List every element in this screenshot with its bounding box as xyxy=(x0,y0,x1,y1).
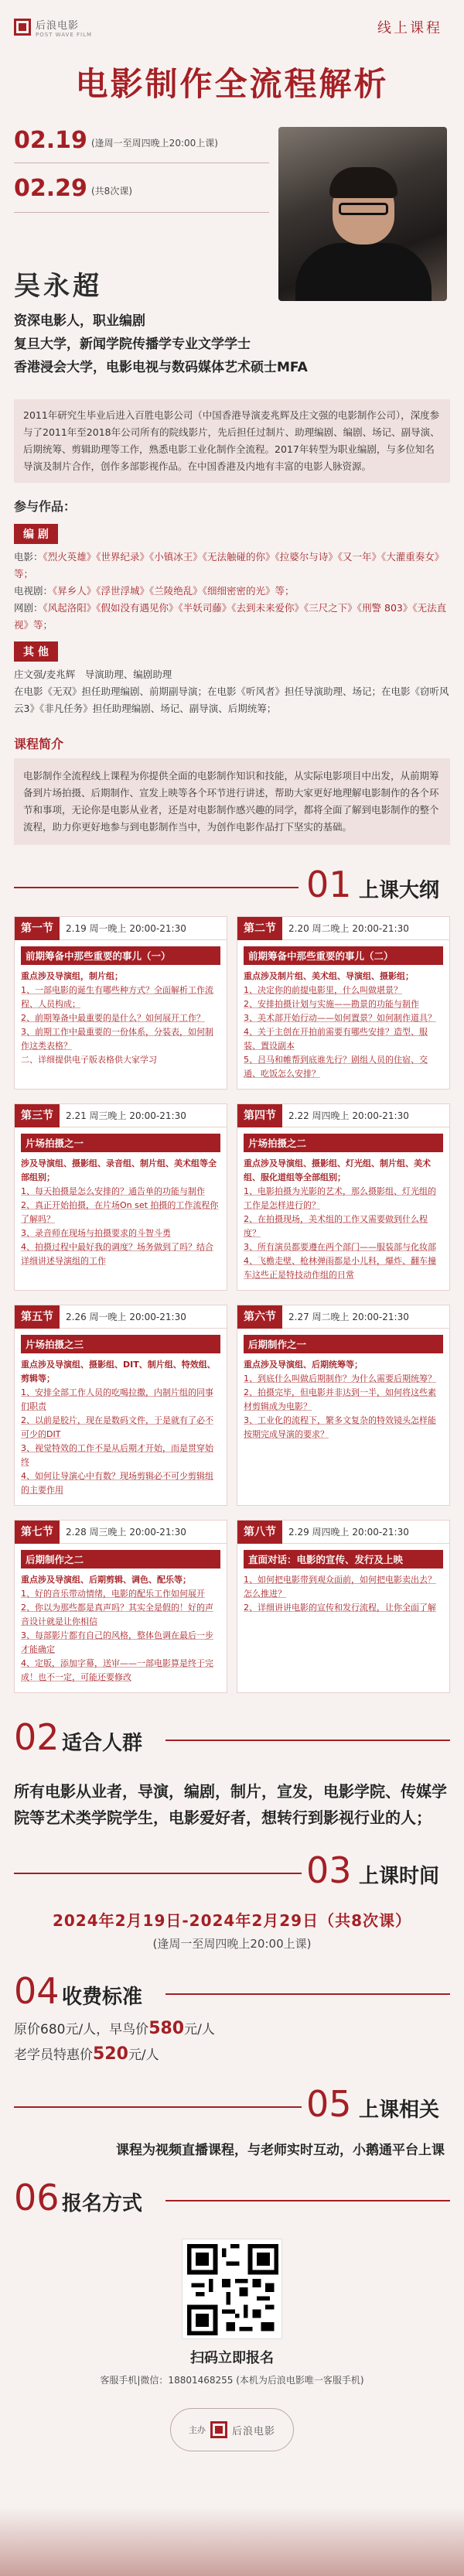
early-bird-price: 580 xyxy=(148,2019,185,2038)
divider xyxy=(165,1993,450,1995)
works-line: 电视剧：《昇乡人》《浮世浮城》《兰陵绝乱》《细细密密的光》等； xyxy=(14,585,295,597)
role-line: 香港浸会大学，电影电视与数码媒体艺术硕士MFA xyxy=(14,360,308,375)
end-date-note: (共8次课) xyxy=(91,186,132,197)
lesson-item: 1、好的音乐带动情绪，电影的配乐工作如何展开 xyxy=(21,1589,205,1599)
lesson-topic: 片场拍摄之一 xyxy=(21,1134,220,1152)
signup-qr-code[interactable] xyxy=(182,2239,282,2339)
lesson-grid xyxy=(14,916,450,1693)
lesson-body xyxy=(237,968,449,1089)
intro-title: 课程简介 xyxy=(14,737,64,751)
logo-text: 后浪电影 xyxy=(231,2425,275,2437)
divider xyxy=(14,887,299,888)
lesson-focus: 重点涉及导演组、摄影组、灯光组、制片组、美术组、服化道组等全部组别； xyxy=(244,1158,431,1182)
lesson-item: 1、一部电影的诞生有哪些种方式？全面解析工作流程、人员构成； xyxy=(21,985,213,1009)
lesson-focus: 重点涉及导演组，制片组； xyxy=(21,971,123,981)
lesson-number: 第一节 xyxy=(15,917,60,940)
lesson-card xyxy=(237,1103,450,1291)
divider xyxy=(14,2106,302,2108)
lesson-number: 第二节 xyxy=(237,917,282,940)
course-dates: 2024年2月19日-2024年2月29日（共8次课） xyxy=(52,1911,412,1930)
section-audience-header xyxy=(14,1716,450,1763)
lesson-focus: 重点涉及制片组、美术组、导演组、摄影组； xyxy=(244,971,414,981)
divider xyxy=(14,212,269,213)
section-number: 04 xyxy=(14,1970,60,2012)
lesson-focus: 重点涉及导演组、摄影组、DIT、制片组、特效组、剪辑等； xyxy=(21,1360,216,1384)
works-line: 电影：《烈火英雄》《世界纪录》《小镇冰王》《无法触碰的你》《拉婆尔与诗》《又一年》《大灌重奏女》等； xyxy=(14,551,445,580)
lesson-item: 4、飞檐走壁、枪林弹雨都是小儿科，爆炸、翻车撞车这些正是特技动作组的日常 xyxy=(244,1256,436,1280)
lesson-card xyxy=(237,916,450,1090)
customer-service-contact: 客服手机|微信：18801468255 (本机为后浪电影唯一客服手机) xyxy=(100,2375,364,2386)
lesson-time: 2.20 周二晚上 20:00-21:30 xyxy=(288,923,409,934)
signup-block xyxy=(0,2239,464,2451)
lesson-time: 2.29 周四晚上 20:00-21:30 xyxy=(288,1527,409,1538)
section-related-header xyxy=(14,2083,450,2130)
lesson-item: 2、安排拍摄计划与实施——勘景的功能与制作 xyxy=(244,999,419,1009)
brand-logo xyxy=(14,17,92,38)
divider xyxy=(165,2200,450,2201)
lesson-item: 4、定版，添加字幕，送审——一部电影算是终于完成！也不一定，可能还要修改 xyxy=(21,1658,213,1682)
works-title: 参与作品： xyxy=(14,499,77,514)
lesson-body xyxy=(15,1572,227,1692)
lesson-header xyxy=(237,917,449,940)
lesson-item: 2、以前是胶片，现在是数码文件，于是就有了必不可少的DIT xyxy=(21,1415,213,1439)
lesson-header xyxy=(15,1104,227,1127)
page-title: 电影制作全流程解析 xyxy=(75,65,389,103)
lesson-topic: 片场拍摄之三 xyxy=(21,1335,220,1353)
lesson-header xyxy=(237,1305,449,1329)
section-number: 06 xyxy=(14,2177,60,2219)
logo-text: 后浪电影 xyxy=(36,19,80,32)
section-title: 适合人群 xyxy=(62,1732,143,1755)
role-line: 复旦大学，新闻学院传播学专业文学学士 xyxy=(14,337,251,352)
lesson-item: 4、拍摄过程中最好我的调度？场务做到了吗？结合详细讲述导演组的工作 xyxy=(21,1242,213,1266)
lesson-topic: 后期制作之二 xyxy=(21,1550,220,1569)
lesson-item: 2、前期筹备中最重要的是什么？如何展开工作？ xyxy=(21,1013,205,1023)
lesson-time: 2.27 周二晚上 20:00-21:30 xyxy=(288,1312,409,1322)
audience-text: 所有电影从业者，导演，编剧，制片，宣发，电影学院、传媒学院等艺术类学院学生，电影爱好者，想转行到影视行业的人； xyxy=(14,1782,447,1827)
lesson-item: 1、到底什么叫做后期制作？为什么需要后期统筹？ xyxy=(244,1374,436,1384)
lesson-card xyxy=(14,1305,227,1506)
other-text: 在电影《无双》担任助理编剧、前期副导演；在电影《听风者》担任导演助理、场记；在电影《窃听风云3》《非凡任务》担任助理编剧、场记、副导演、后期统筹； xyxy=(14,686,449,714)
lesson-item: 3、每部影片都有自己的风格，整体色调在最后一步才能确定 xyxy=(21,1630,213,1654)
lesson-focus: 涉及导演组、摄影组、录音组、制片组、美术组等全部组别； xyxy=(21,1158,217,1182)
lesson-item: 3、美术部开始行动——如何置景？如何制作道具？ xyxy=(244,1013,436,1023)
lesson-item: 2、拍摄完毕，但电影并非达到一半，如何将这些素材剪辑成为电影？ xyxy=(244,1387,436,1411)
lesson-item: 2、真正开始拍摄，在片场On set 拍摄的工作流程你了解吗？ xyxy=(21,1200,219,1224)
fee-early-bird: 原价680元/人，早鸟价580元/人 xyxy=(14,2019,215,2038)
section-title: 上课时间 xyxy=(359,1865,440,1888)
section-number: 05 xyxy=(306,2083,352,2125)
lesson-body xyxy=(15,1155,227,1276)
instructor-photo xyxy=(278,127,447,301)
lesson-item: 3、工业化的流程下，繁多文复杂的特效镜头怎样能按期完成导演的要求？ xyxy=(244,1415,436,1439)
course-schedule: (逢周一至周四晚上20:00上课) xyxy=(152,1937,312,1951)
lesson-body xyxy=(237,1155,449,1290)
lesson-topic: 前期筹备中那些重要的事儿（一） xyxy=(21,946,220,965)
organizer-logo xyxy=(170,2408,294,2451)
lesson-item: 3、录音师在现场与拍摄要求的斗智斗勇 xyxy=(21,1228,171,1238)
lesson-item: 1、电影拍摄为光影的艺术，那么摄影组、灯光组的工作是怎样进行的？ xyxy=(244,1186,436,1210)
lesson-number: 第八节 xyxy=(237,1521,282,1544)
lesson-focus: 重点涉及导演组、后期统筹等； xyxy=(244,1360,363,1370)
lesson-number: 第五节 xyxy=(15,1305,60,1329)
lesson-time: 2.26 周一晚上 20:00-21:30 xyxy=(66,1312,186,1322)
lesson-body xyxy=(237,1572,449,1623)
lesson-time: 2.28 周三晚上 20:00-21:30 xyxy=(66,1527,186,1538)
works-list xyxy=(14,549,450,634)
instructor-bio: 2011年研究生毕业后进入百胜电影公司（中国香港导演麦兆辉及庄文强的电影制作公司），深度参与了2011年至2018年公司所有的院线影片，先后担任过制片、助理编剧、编剧、场记、副导演、后期统筹、剪辑助理等工作，熟悉电影工业化制作全流程。2017年转型为职业编剧，与多位知名导演及制片合作，创作多部影视作品。在中国香港及内地有丰富的电影人脉资源。 xyxy=(14,399,450,483)
scan-to-signup-label: 扫码立即报名 xyxy=(190,2350,274,2366)
end-date: 02.29 xyxy=(14,175,87,202)
lesson-topic: 直面对话：电影的宣传、发行及上映 xyxy=(244,1550,443,1569)
other-tag: 其 他 xyxy=(14,641,58,662)
start-date-note: (逢周一至周四晚上20:00上课) xyxy=(91,138,218,149)
host-label: 主办 xyxy=(188,2425,206,2435)
lesson-item: 2、在拍摄现场，美术组的工作又需要做到什么程度？ xyxy=(244,1214,428,1238)
section-signup-header xyxy=(14,2177,450,2223)
bottom-decoration xyxy=(0,2506,464,2576)
lesson-time: 2.21 周三晚上 20:00-21:30 xyxy=(66,1110,186,1121)
lesson-header xyxy=(15,1521,227,1544)
writer-tag: 编 剧 xyxy=(14,524,58,544)
related-text: 课程为视频直播课程，与老师实时互动，小鹅通平台上课 xyxy=(116,2143,445,2158)
section-title: 收费标准 xyxy=(62,1986,143,2009)
logo-subtext: POST WAVE FILM xyxy=(36,31,93,38)
lesson-item: 1、决定你的前提电影里，什么叫做堪景？ xyxy=(244,985,402,995)
lesson-item: 1、安排全部工作人员的吃喝拉撒，内制片组的同事们职责 xyxy=(21,1387,213,1411)
logo-mark-icon xyxy=(14,19,31,36)
returning-price: 520 xyxy=(93,2044,128,2064)
online-course-label: 线上课程 xyxy=(377,20,442,36)
lesson-topic: 前期筹备中那些重要的事儿（二） xyxy=(244,946,443,965)
lesson-topic: 片场拍摄之二 xyxy=(244,1134,443,1152)
lesson-item: 2、你以为那些都是真声吗？其实全是假的！好的声音设计就是让你相信 xyxy=(21,1603,213,1627)
section-fee-header xyxy=(14,1970,450,2017)
section-title: 报名方式 xyxy=(62,2192,143,2215)
lesson-number: 第七节 xyxy=(15,1521,60,1544)
lesson-extra: 二、详细提供电子版表格供大家学习 xyxy=(21,1055,157,1065)
lesson-item: 4、关于主创在开拍前需要有哪些安排？造型、服装、置设副本 xyxy=(244,1027,428,1051)
lesson-body xyxy=(237,1356,449,1449)
divider xyxy=(14,1873,302,1874)
role-line: 资深电影人，职业编剧 xyxy=(14,313,145,329)
lesson-header xyxy=(237,1104,449,1127)
lesson-body xyxy=(15,1356,227,1505)
lesson-card xyxy=(14,916,227,1090)
lesson-number: 第四节 xyxy=(237,1104,282,1127)
top-bar xyxy=(0,0,464,54)
section-number: 03 xyxy=(306,1849,352,1891)
section-outline-header xyxy=(14,864,450,910)
instructor-name: 吴永超 xyxy=(14,271,102,302)
lesson-item: 3、前期工作中最重要的一份体系，分装表，如何制作这类表格？ xyxy=(21,1027,213,1051)
lesson-time: 2.19 周一晚上 20:00-21:30 xyxy=(66,923,186,934)
lesson-body xyxy=(15,968,227,1075)
lesson-item: 4、如何让导演心中有数？现场剪辑必不可少剪辑组的主要作用 xyxy=(21,1471,213,1495)
intro-text: 电影制作全流程线上课程为你提供全面的电影制作知识和技能，从实际电影项目中出发，从前期筹备到片场拍摄、后期制作、宣发上映等各个环节进行讲述，帮助大家更好地理解电影制作的各个环节和事项，无论你是电影从业者，还是对电影制作感兴趣的同学，都将全面了解到电影制作的整个流程，助力你更好地参与到电影制作当中，为创作电影作品打下坚实的基础。 xyxy=(14,758,450,845)
divider xyxy=(165,1740,450,1741)
other-roles: 庄文强/麦兆辉 导演助理、编剧助理 xyxy=(14,669,172,680)
divider xyxy=(14,162,269,163)
lesson-item: 2、详细讲讲电影的宣传和发行流程，让你全面了解 xyxy=(244,1603,436,1613)
lesson-number: 第六节 xyxy=(237,1305,282,1329)
lesson-item: 1、每天拍摄是怎么安排的？通告单的功能与制作 xyxy=(21,1186,205,1196)
start-date: 02.19 xyxy=(14,127,87,154)
lesson-number: 第三节 xyxy=(15,1104,60,1127)
instructor-hero xyxy=(0,127,464,382)
lesson-card xyxy=(14,1103,227,1291)
works-section xyxy=(14,487,450,717)
section-number: 02 xyxy=(14,1716,60,1758)
works-line: 网剧：《风起洛阳》《假如没有遇见你》《半妖司藤》《去到未来爱你》《三尺之下》《刑警 803》《无法直视》等； xyxy=(14,602,447,631)
instructor-roles xyxy=(14,310,308,379)
lesson-item: 3、所有演员都要遵在两个部门——服装部与化妆部 xyxy=(244,1242,436,1252)
lesson-card xyxy=(237,1305,450,1506)
section-title: 上课相关 xyxy=(359,2099,440,2122)
lesson-header xyxy=(15,917,227,940)
section-number: 01 xyxy=(306,864,352,905)
lesson-card xyxy=(14,1520,227,1693)
lesson-topic: 后期制作之一 xyxy=(244,1335,443,1353)
lesson-header xyxy=(237,1521,449,1544)
lesson-time: 2.22 周四晚上 20:00-21:30 xyxy=(288,1110,409,1121)
fee-returning: 老学员特惠价520元/人 xyxy=(14,2044,159,2064)
section-time-header xyxy=(14,1849,450,1896)
lesson-item: 1、如何把电影带到观众面前，如何把电影卖出去？怎么推进？ xyxy=(244,1575,436,1599)
section-title: 上课大纲 xyxy=(359,879,440,902)
lesson-item: 3、视觉特效的工作不是从后期才开始，而是贯穿始终 xyxy=(21,1443,213,1467)
lesson-item: 5、吕马和帷帮到底谁先行？剧组人员的住宿、交通、吃饭怎么安排？ xyxy=(244,1055,428,1079)
lesson-card xyxy=(237,1520,450,1693)
lesson-focus: 重点涉及导演组、后期剪辑、调色、配乐等； xyxy=(21,1575,191,1585)
logo-mark-icon xyxy=(210,2421,227,2438)
qr-code-icon xyxy=(187,2244,278,2335)
lesson-header xyxy=(15,1305,227,1329)
